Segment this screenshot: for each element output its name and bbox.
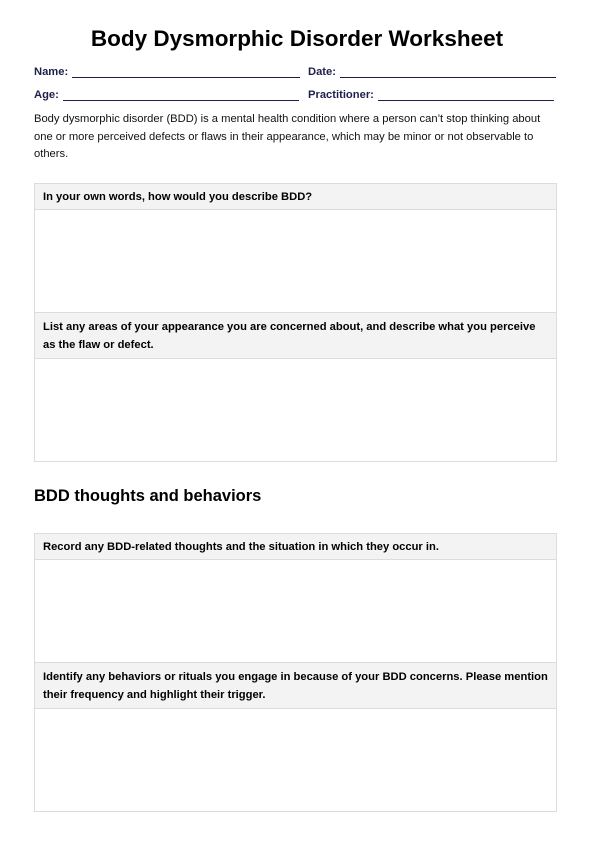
name-label: Name: [34, 66, 69, 78]
section-heading-thoughts-behaviors: BDD thoughts and behaviors [34, 487, 262, 505]
age-field[interactable] [34, 89, 299, 101]
date-label: Date: [308, 66, 336, 78]
answer-area-record-thoughts[interactable] [35, 560, 556, 663]
answer-area-describe-bdd[interactable] [35, 210, 556, 313]
age-line[interactable] [63, 89, 299, 101]
question-box-2 [34, 533, 557, 812]
question-behaviors-rituals: Identify any behaviors or rituals you engage in because of your BDD concerns. Please mention their frequency and highlight their trigger. [35, 663, 556, 709]
age-label: Age: [34, 89, 59, 101]
practitioner-label: Practitioner: [308, 89, 374, 101]
question-box-1 [34, 183, 557, 462]
date-field[interactable] [308, 66, 556, 78]
name-field[interactable] [34, 66, 300, 78]
question-describe-bdd: In your own words, how would you describe BDD? [35, 184, 556, 210]
date-line[interactable] [340, 66, 556, 78]
answer-area-appearance-concerns[interactable] [35, 359, 556, 461]
page-title: Body Dysmorphic Disorder Worksheet [90, 26, 504, 51]
practitioner-field[interactable] [308, 89, 554, 101]
question-record-thoughts: Record any BDD-related thoughts and the situation in which they occur in. [35, 534, 556, 560]
answer-area-behaviors-rituals[interactable] [35, 709, 556, 811]
question-appearance-concerns: List any areas of your appearance you are concerned about, and describe what you perceive as the flaw or defect. [35, 313, 556, 359]
practitioner-line[interactable] [378, 89, 554, 101]
name-line[interactable] [72, 66, 300, 78]
intro-paragraph: Body dysmorphic disorder (BDD) is a mental health condition where a person can’t stop thinking about one or more perceived defects or flaws in their appearance, which may be minor or not observable to others. [34, 113, 541, 160]
